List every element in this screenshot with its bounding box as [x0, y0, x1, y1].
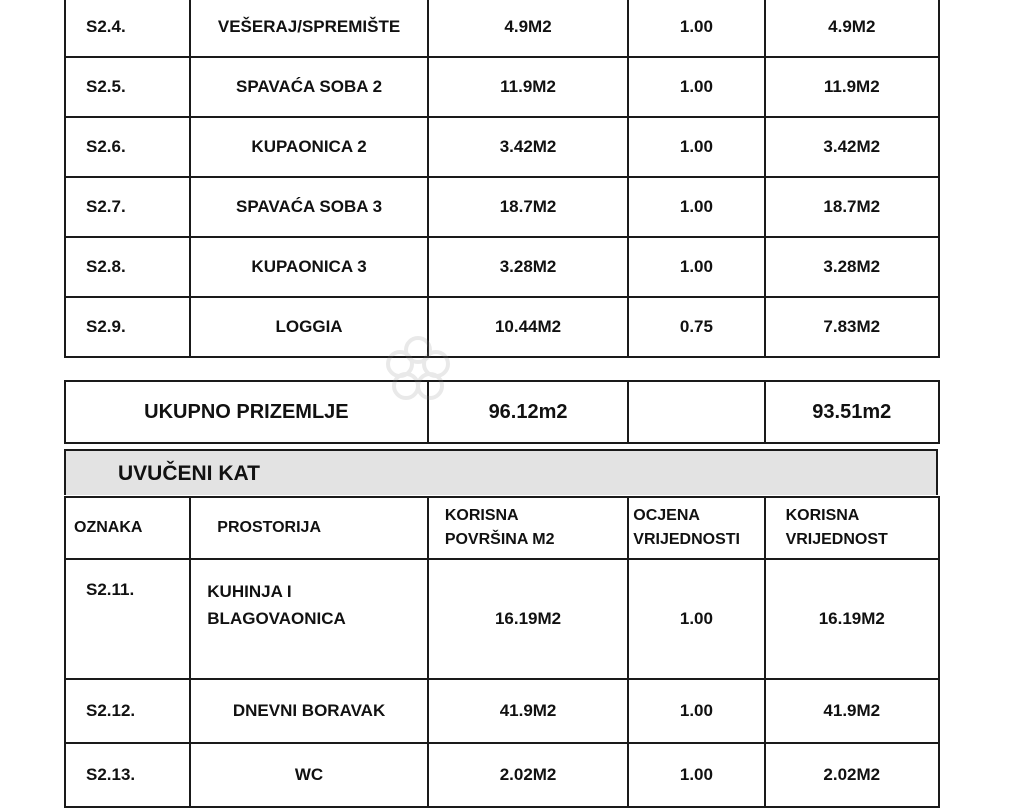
header-code: OZNAKA [65, 497, 190, 559]
ground-floor-total [64, 380, 940, 444]
room-area: 18.7M2 [428, 177, 628, 237]
room-name: KUPAONICA 2 [190, 117, 428, 177]
room-coefficient: 1.00 [628, 0, 764, 57]
room-value: 11.9M2 [765, 57, 939, 117]
table-row [65, 237, 939, 297]
table-row [65, 559, 939, 679]
room-value: 18.7M2 [765, 177, 939, 237]
total-row [65, 381, 939, 443]
room-coefficient: 1.00 [628, 177, 764, 237]
table-row [65, 177, 939, 237]
header-coefficient [628, 497, 764, 559]
header-value [765, 497, 939, 559]
room-value: 3.42M2 [765, 117, 939, 177]
section-title: UVUČENI KAT [64, 449, 938, 495]
room-name [190, 559, 428, 679]
room-name: DNEVNI BORAVAK [190, 679, 428, 743]
room-area: 10.44M2 [428, 297, 628, 357]
room-coefficient: 1.00 [628, 117, 764, 177]
room-code: S2.11. [65, 559, 190, 679]
header-coef-line1: OCJENA [633, 507, 700, 524]
room-name: LOGGIA [190, 297, 428, 357]
table-row [65, 297, 939, 357]
room-code: S2.6. [65, 117, 190, 177]
room-code: S2.7. [65, 177, 190, 237]
room-code: S2.9. [65, 297, 190, 357]
room-name: SPAVAĆA SOBA 3 [190, 177, 428, 237]
room-coefficient: 1.00 [628, 559, 764, 679]
room-area: 3.42M2 [428, 117, 628, 177]
room-code: S2.4. [65, 0, 190, 57]
table-row [65, 117, 939, 177]
table-row [65, 679, 939, 743]
header-row [65, 497, 939, 559]
room-area: 2.02M2 [428, 743, 628, 807]
room-area: 16.19M2 [428, 559, 628, 679]
header-area [428, 497, 628, 559]
header-area-line2: POVRŠINA M2 [444, 531, 555, 548]
total-label: UKUPNO PRIZEMLJE [65, 381, 428, 443]
upper-floor-table [64, 496, 940, 808]
room-coefficient: 1.00 [628, 237, 764, 297]
room-value: 41.9M2 [765, 679, 939, 743]
total-area: 96.12m2 [428, 381, 628, 443]
header-value-line1: KORISNA [785, 507, 860, 524]
ground-floor-table [64, 0, 940, 358]
room-area: 11.9M2 [428, 57, 628, 117]
room-name: WC [190, 743, 428, 807]
room-name: VEŠERAJ/SPREMIŠTE [190, 0, 428, 57]
room-value: 4.9M2 [765, 0, 939, 57]
total-value: 93.51m2 [765, 381, 939, 443]
room-value: 16.19M2 [765, 559, 939, 679]
header-area-line1: KORISNA [444, 507, 519, 524]
room-area: 41.9M2 [428, 679, 628, 743]
room-coefficient: 0.75 [628, 297, 764, 357]
header-value-line2: VRIJEDNOST [785, 531, 888, 548]
table-row [65, 743, 939, 807]
room-coefficient: 1.00 [628, 743, 764, 807]
room-value: 3.28M2 [765, 237, 939, 297]
room-value: 7.83M2 [765, 297, 939, 357]
room-name: SPAVAĆA SOBA 2 [190, 57, 428, 117]
room-coefficient: 1.00 [628, 57, 764, 117]
room-code: S2.13. [65, 743, 190, 807]
header-room: PROSTORIJA [190, 497, 428, 559]
room-name-line1: KUHINJA I [207, 582, 292, 601]
room-area: 4.9M2 [428, 0, 628, 57]
room-coefficient: 1.00 [628, 679, 764, 743]
room-code: S2.12. [65, 679, 190, 743]
total-empty-cell [628, 381, 764, 443]
room-name: KUPAONICA 3 [190, 237, 428, 297]
room-area: 3.28M2 [428, 237, 628, 297]
table-row [65, 0, 939, 57]
room-value: 2.02M2 [765, 743, 939, 807]
room-name-line2: BLAGOVAONICA [207, 609, 346, 628]
header-coef-line2: VRIJEDNOSTI [633, 531, 740, 548]
table-row [65, 57, 939, 117]
room-code: S2.8. [65, 237, 190, 297]
room-code: S2.5. [65, 57, 190, 117]
